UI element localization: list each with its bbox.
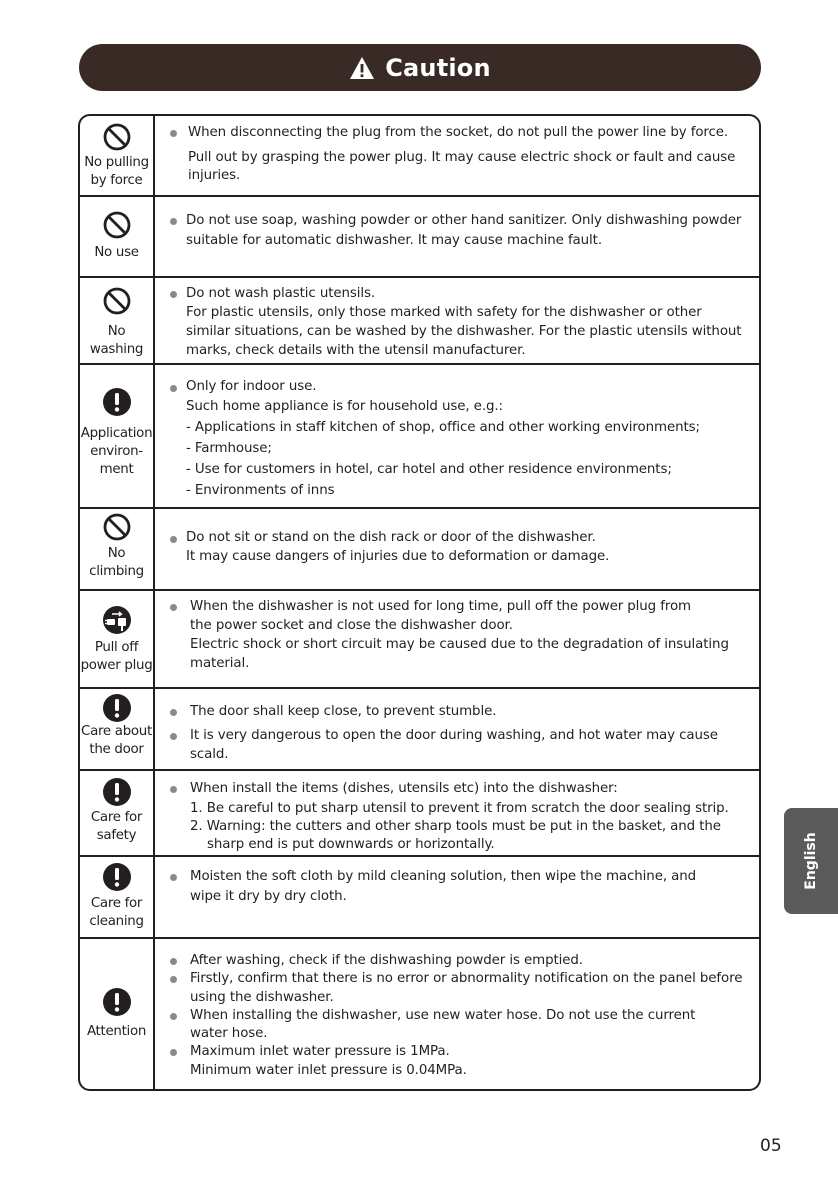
bullet-icon <box>170 291 177 298</box>
row-text-line: Pull out by grasping the power plug. It may cause electric shock or fault and cause <box>188 150 736 165</box>
row-text-line: sharp end is put downwards or horizontally. <box>207 837 495 852</box>
bullet-icon <box>170 218 177 225</box>
caution-row-attention <box>80 939 759 1091</box>
bullet-icon <box>170 874 177 881</box>
row-icon-cell <box>80 278 155 363</box>
row-text-line: When installing the dishwasher, use new water hose. Do not use the current <box>190 1008 696 1023</box>
row-text-cell <box>155 278 759 363</box>
row-text-line: When the dishwasher is not used for long time, pull off the power plug from <box>190 599 691 614</box>
row-icon-cell <box>80 939 155 1091</box>
caution-row-application-environment <box>80 365 759 509</box>
row-text-line: For plastic utensils, only those marked with safety for the dishwasher or other <box>186 305 702 320</box>
bullet-icon <box>170 604 177 611</box>
caution-row-no-pulling <box>80 116 759 197</box>
exclamation-icon <box>102 777 132 807</box>
row-text-line: Do not wash plastic utensils. <box>186 286 376 301</box>
row-text-line: 2. Warning: the cutters and other sharp tools must be put in the basket, and the <box>190 819 721 834</box>
row-text-line: Electric shock or short circuit may be caused due to the degradation of insulating <box>190 637 729 652</box>
caution-title: Caution <box>385 53 491 82</box>
row-text-cell <box>155 197 759 276</box>
bullet-icon <box>170 536 177 543</box>
row-label: No climbing <box>89 546 144 579</box>
row-text-line: - Farmhouse; <box>186 441 272 456</box>
bullet-icon <box>170 733 177 740</box>
row-label: Care about the door <box>81 724 152 757</box>
warning-triangle-icon <box>349 56 375 80</box>
caution-banner <box>79 44 761 91</box>
prohibited-icon <box>102 122 132 152</box>
caution-row-pull-off-power-plug <box>80 591 759 689</box>
row-text-cell <box>155 939 759 1091</box>
row-text-line: similar situations, can be washed by the dishwasher. For the plastic utensils without <box>186 324 742 339</box>
row-text-line: Minimum water inlet pressure is 0.04MPa. <box>190 1063 467 1078</box>
row-text-line: - Applications in staff kitchen of shop, office and other working environments; <box>186 420 700 435</box>
row-text-line: wipe it dry by dry cloth. <box>190 889 347 904</box>
row-icon-cell <box>80 689 155 769</box>
row-icon-cell <box>80 116 155 195</box>
row-text-line: material. <box>190 656 250 671</box>
row-label: Pull off power plug <box>80 640 153 673</box>
row-text-line: 1. Be careful to put sharp utensil to prevent it from scratch the door sealing strip. <box>190 801 729 816</box>
row-text-line: Do not use soap, washing powder or other hand sanitizer. Only dishwashing powder <box>186 213 742 228</box>
row-text-line: Do not sit or stand on the dish rack or door of the dishwasher. <box>186 530 596 545</box>
row-text-line: Firstly, confirm that there is no error or abnormality notification on the panel before <box>190 971 743 986</box>
row-text-cell <box>155 116 759 195</box>
unplug-icon <box>102 605 132 635</box>
row-text-line: water hose. <box>190 1026 268 1041</box>
row-label: Care for safety <box>90 810 143 843</box>
bullet-icon <box>170 786 177 793</box>
row-text-line: - Use for customers in hotel, car hotel and other residence environments; <box>186 462 672 477</box>
caution-row-no-use <box>80 197 759 278</box>
bullet-icon <box>170 709 177 716</box>
caution-row-no-climbing <box>80 509 759 591</box>
row-text-line: After washing, check if the dishwashing powder is emptied. <box>190 953 583 968</box>
row-label: Application environ- ment <box>80 426 153 477</box>
row-text-line: - Environments of inns <box>186 483 335 498</box>
row-text-line: It is very dangerous to open the door during washing, and hot water may cause <box>190 728 718 743</box>
exclamation-icon <box>102 387 132 417</box>
row-icon-cell <box>80 591 155 687</box>
bullet-icon <box>170 385 177 392</box>
page-number: 05 <box>760 1136 782 1156</box>
caution-row-care-for-safety <box>80 771 759 857</box>
row-text-line: Moisten the soft cloth by mild cleaning solution, then wipe the machine, and <box>190 869 697 884</box>
row-icon-cell <box>80 509 155 589</box>
row-text-cell <box>155 689 759 769</box>
prohibited-icon <box>102 512 132 542</box>
row-text-line: scald. <box>190 747 229 762</box>
row-text-line: suitable for automatic dishwasher. It may cause machine fault. <box>186 233 602 248</box>
exclamation-icon <box>102 693 132 723</box>
row-text-cell <box>155 591 759 687</box>
row-label: Attention <box>86 1024 147 1039</box>
row-text-line: marks, check details with the utensil manufacturer. <box>186 343 526 358</box>
bullet-icon <box>170 130 177 137</box>
bullet-icon <box>170 1013 177 1020</box>
bullet-icon <box>170 976 177 983</box>
row-icon-cell <box>80 365 155 507</box>
exclamation-icon <box>102 987 132 1017</box>
row-text-cell <box>155 771 759 855</box>
row-text-line: The door shall keep close, to prevent stumble. <box>190 704 497 719</box>
caution-row-care-for-cleaning <box>80 857 759 939</box>
row-text-line: When install the items (dishes, utensils etc) into the dishwasher: <box>190 781 618 796</box>
prohibited-icon <box>102 210 132 240</box>
bullet-icon <box>170 1049 177 1056</box>
caution-table <box>78 114 761 1091</box>
row-text-cell <box>155 857 759 937</box>
caution-row-no-washing <box>80 278 759 365</box>
row-text-line: Such home appliance is for household use, e.g.: <box>186 399 503 414</box>
row-text-line: It may cause dangers of injuries due to deformation or damage. <box>186 549 610 564</box>
row-text-line: When disconnecting the plug from the socket, do not pull the power line by force. <box>188 125 729 140</box>
row-icon-cell <box>80 771 155 855</box>
language-tab-label: English <box>803 832 819 890</box>
row-text-cell <box>155 365 759 507</box>
bullet-icon <box>170 958 177 965</box>
row-label: No use <box>94 245 139 260</box>
row-label: Care for cleaning <box>89 896 144 929</box>
row-label: No pulling by force <box>84 155 149 188</box>
row-text-cell <box>155 509 759 589</box>
row-icon-cell <box>80 857 155 937</box>
row-text-line: Maximum inlet water pressure is 1MPa. <box>190 1044 450 1059</box>
row-text-line: injuries. <box>188 168 241 183</box>
exclamation-icon <box>102 862 132 892</box>
caution-row-care-about-door <box>80 689 759 771</box>
row-icon-cell <box>80 197 155 276</box>
prohibited-icon <box>102 286 132 316</box>
row-text-line: the power socket and close the dishwasher door. <box>190 618 513 633</box>
row-text-line: using the dishwasher. <box>190 990 334 1005</box>
row-text-line: Only for indoor use. <box>186 379 317 394</box>
language-tab <box>784 808 838 914</box>
row-label: No washing <box>89 324 144 357</box>
